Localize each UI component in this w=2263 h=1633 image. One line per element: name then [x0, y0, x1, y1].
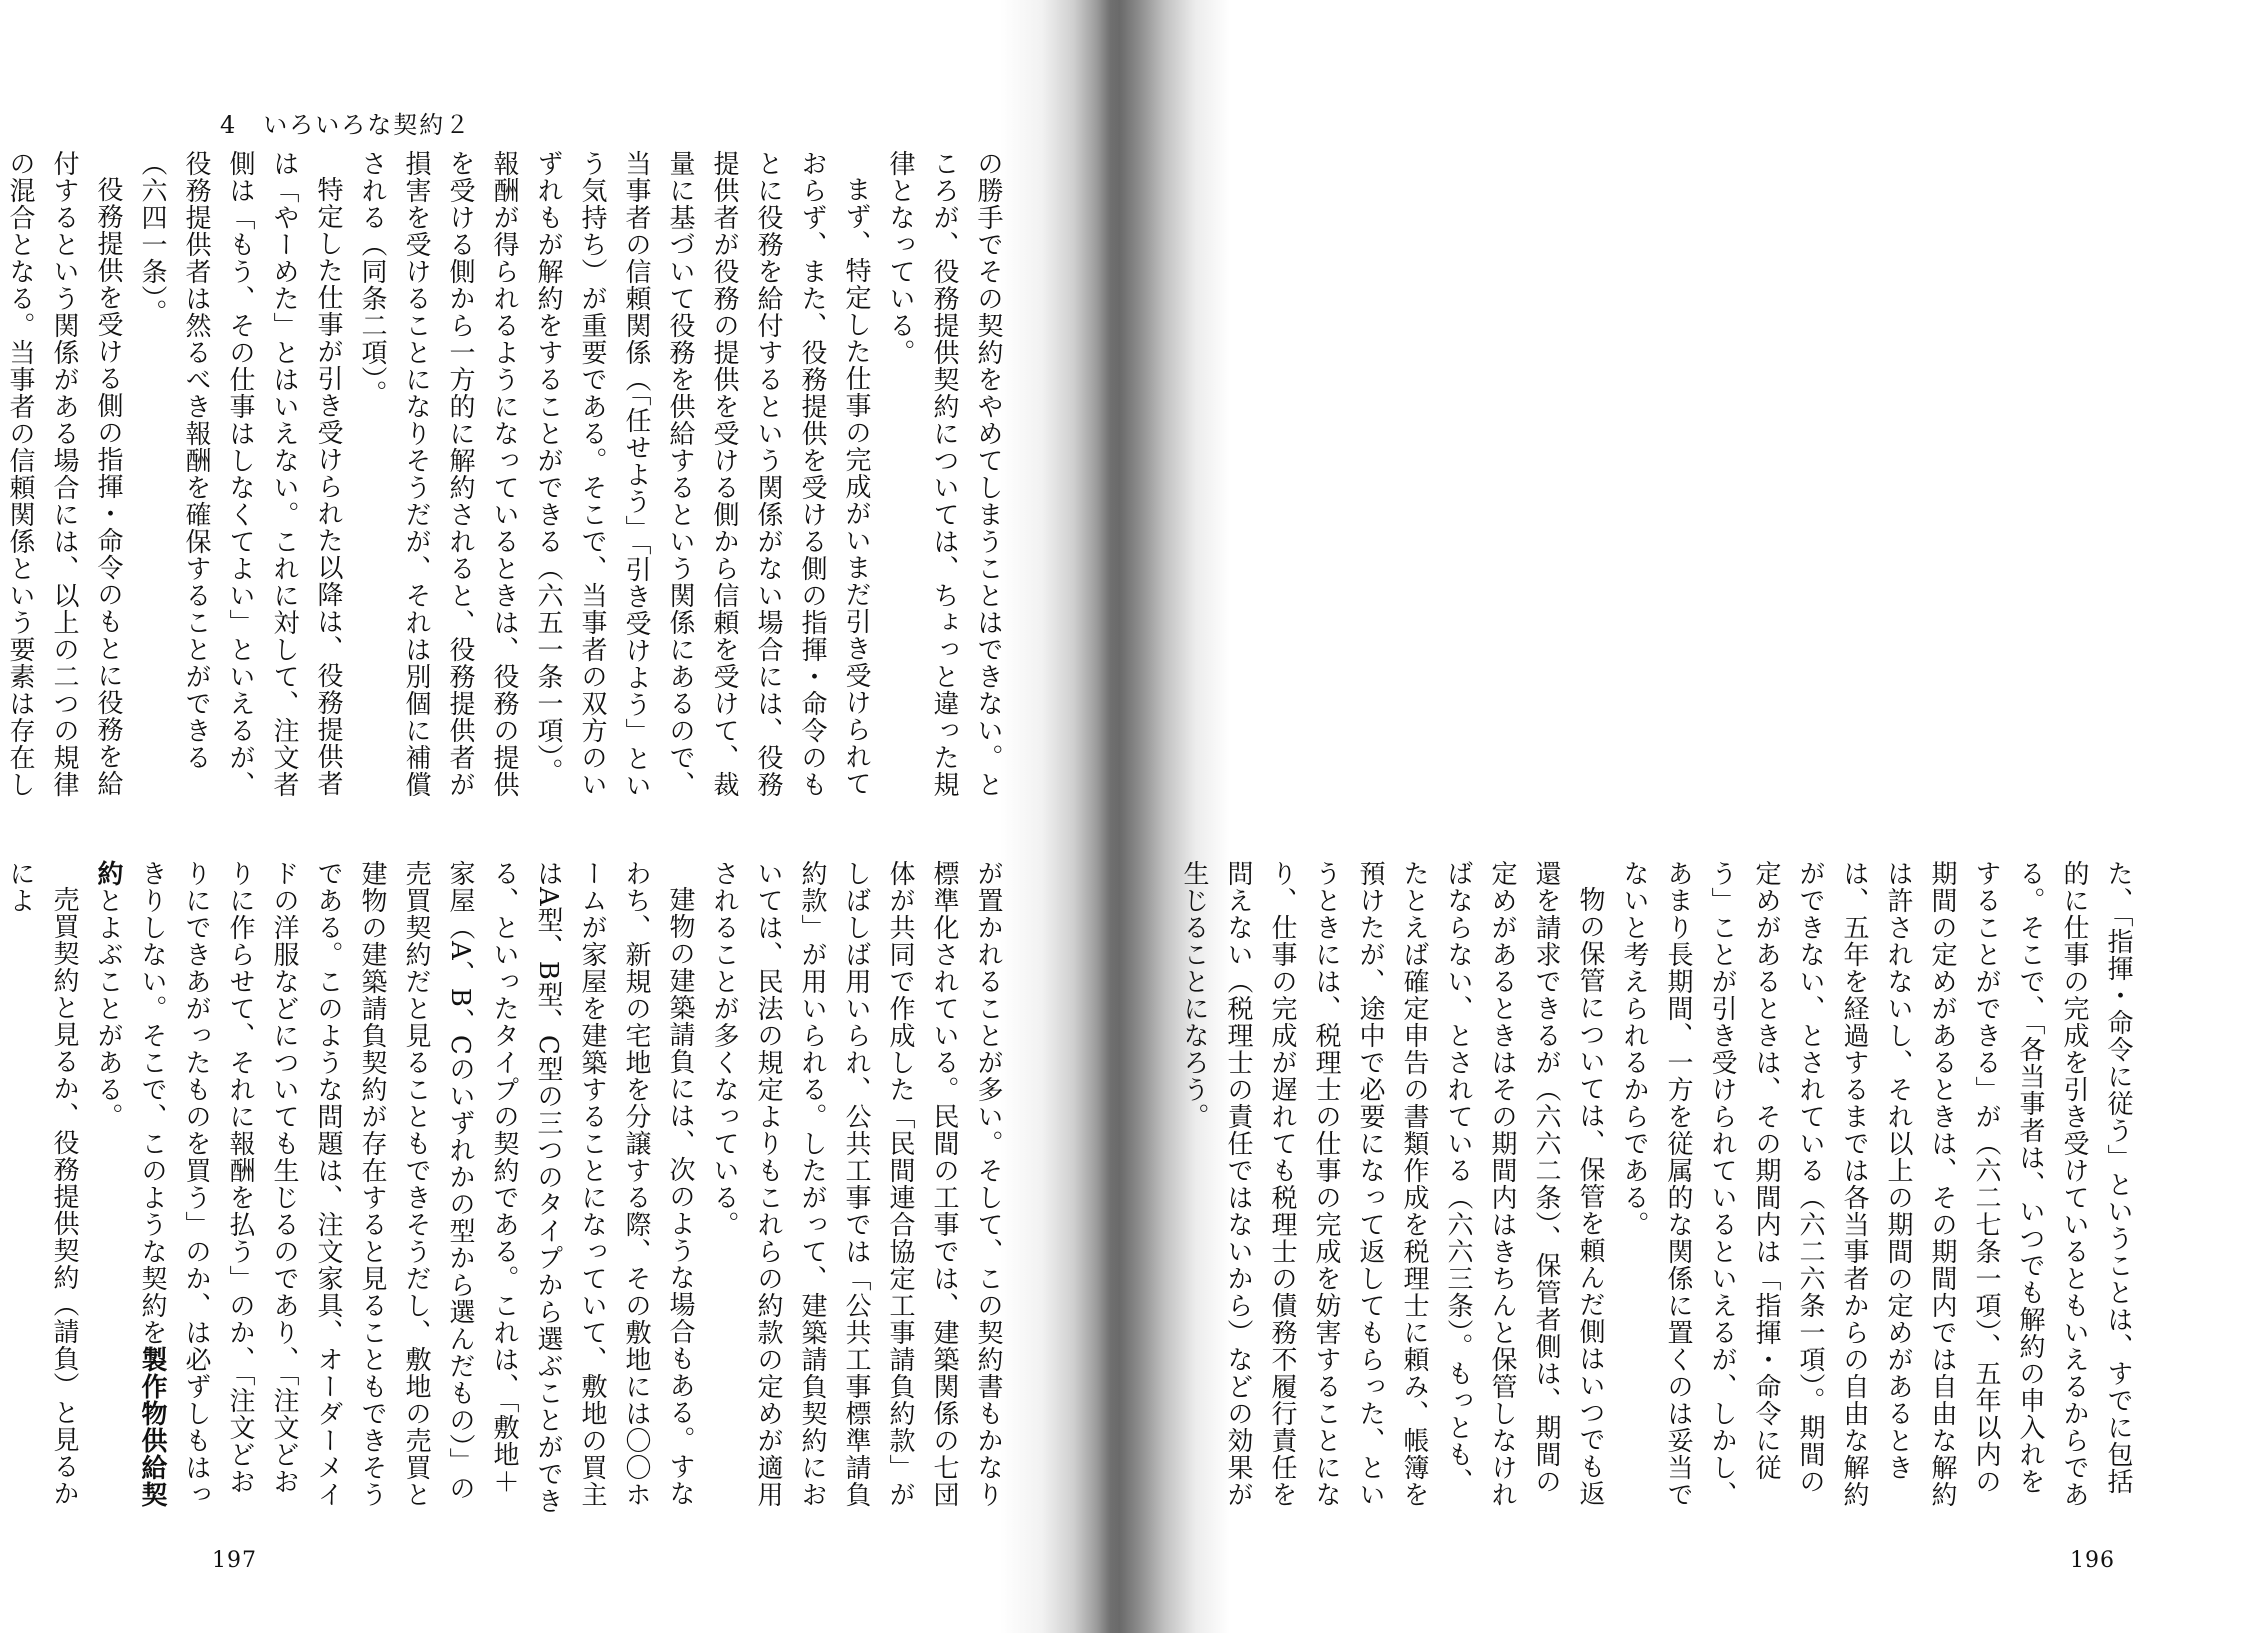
paragraph: が置かれることが多い。そして、この契約書もかなり標準化されている。民間の工事では、建築関係の七団体が共同で作成した「民間連合協定工事請負約款」がしばしば用いられ、公共工事では「公共工事標準請負約款」が用いられる。したがって、建築請負契約においては、民法の規定よりもこれらの約款の定めが適用されることが多くなっている。	[709, 860, 1003, 1508]
left-page-upper-text	[5, 150, 1010, 810]
paragraph	[86, 860, 702, 1520]
paragraph-text: とよぶことがある。	[93, 887, 123, 1130]
page-number: 197	[212, 1548, 257, 1573]
right-page-lower-text	[1179, 860, 2140, 1520]
paragraph: 売買契約と見るか、役務提供契約（請負）と見るかによ	[5, 860, 79, 1507]
paragraph: の勝手でその契約をやめてしまうことはできない。ところが、役務提供契約については、ちょっと違った規律となっている。	[885, 150, 1003, 798]
running-head: 4 いろいろな契約２	[220, 111, 472, 139]
paragraph: 役務提供を受ける側の指揮・命令のもとに役務を給付するという関係がある場合には、以上の二つの規律の混合となる。当事者の信頼関係という要素は存在し	[5, 150, 123, 798]
paragraph: 特定した仕事が引き受けられた以降は、役務提供者は「やーめた」とはいえない。これに対して、注文者側は「もう、その仕事はしなくてよい」といえるが、役務提供者は然るべき報酬を確保することができる（六四一条）。	[137, 150, 343, 798]
left-page-lower-text	[5, 860, 1010, 1520]
paragraph-text: 建物の建築請負には、次のような場合もある。すなわち、新規の宅地を分譲する際、その敷地には〇〇ホームが家屋を建築することになっていて、敷地の買主はA型、B型、C型の三つのタイプから選ぶことができる、といったタイプの契約である。これは、「敷地＋家屋（A、B、Cのいずれかの型から選んだもの）」の売買契約だと見ることもできそうだし、敷地の売買と建物の建築請負契約が存在すると見ることもできそうである。このような問題は、注文家具、オーダーメイドの洋服などについても生じるのであり、「注文どおりに作らせて、それに報酬を払う」のか、「注文どおりにできあがったものを買う」のか、は必ずしもはっきりしない。そこで、このような契約を	[137, 860, 695, 1515]
page-number: 196	[2070, 1548, 2115, 1573]
bold-term: 製作物供給契約	[93, 860, 167, 1508]
paragraph: まず、特定した仕事の完成がいまだ引き受けられておらず、また、役務提供を受ける側の指揮・命令のもとに役務を給付するという関係がない場合には、役務提供者が役務の提供を受ける側から信頼を受けて、裁量に基づいて役務を供給するという関係にあるので、当事者の信頼関係（「任せよう」「引き受けよう」という気持ち）が重要である。そこで、当事者の双方のいずれもが解約をすることができる（六五一条一項）。報酬が得られるようになっているときは、役務の提供を受ける側から一方的に解約されると、役務提供者が損害を受けることになりそうだが、それは別個に補償される（同条二項）。	[357, 150, 871, 799]
paragraph: た、「指揮・命令に従う」ということは、すでに包括的に仕事の完成を引き受けているともいえるからである。そこで、「各当事者は、いつでも解約の申入れをすることができる」が（六二七条一項）、五年以内の期間の定めがあるときは、その期間内では自由な解約は許されないし、それ以上の期間の定めがあるときは、五年を経過するまでは各当事者からの自由な解約ができない、とされている（六二六条一項）。期間の定めがあるときは、その期間内は「指揮・命令に従う」ことが引き受けられているといえるが、しかし、あまり長期間、一方を従属的な関係に置くのは妥当でないと考えられるからである。	[1619, 860, 2133, 1508]
paragraph: 物の保管については、保管を頼んだ側はいつでも返還を請求できるが（六六二条）、保管者側は、期間の定めがあるときはその期間内はきちんと保管しなければならない、とされている（六六三条）。もっとも、たとえば確定申告の書類作成を税理士に頼み、帳簿を預けたが、途中で必要になって返してもらった、というときには、税理士の仕事の完成を妨害することになり、仕事の完成が遅れても税理士の債務不履行責任を問えない（税理士の責任ではないから）などの効果が生じることになろう。	[1179, 860, 1605, 1508]
